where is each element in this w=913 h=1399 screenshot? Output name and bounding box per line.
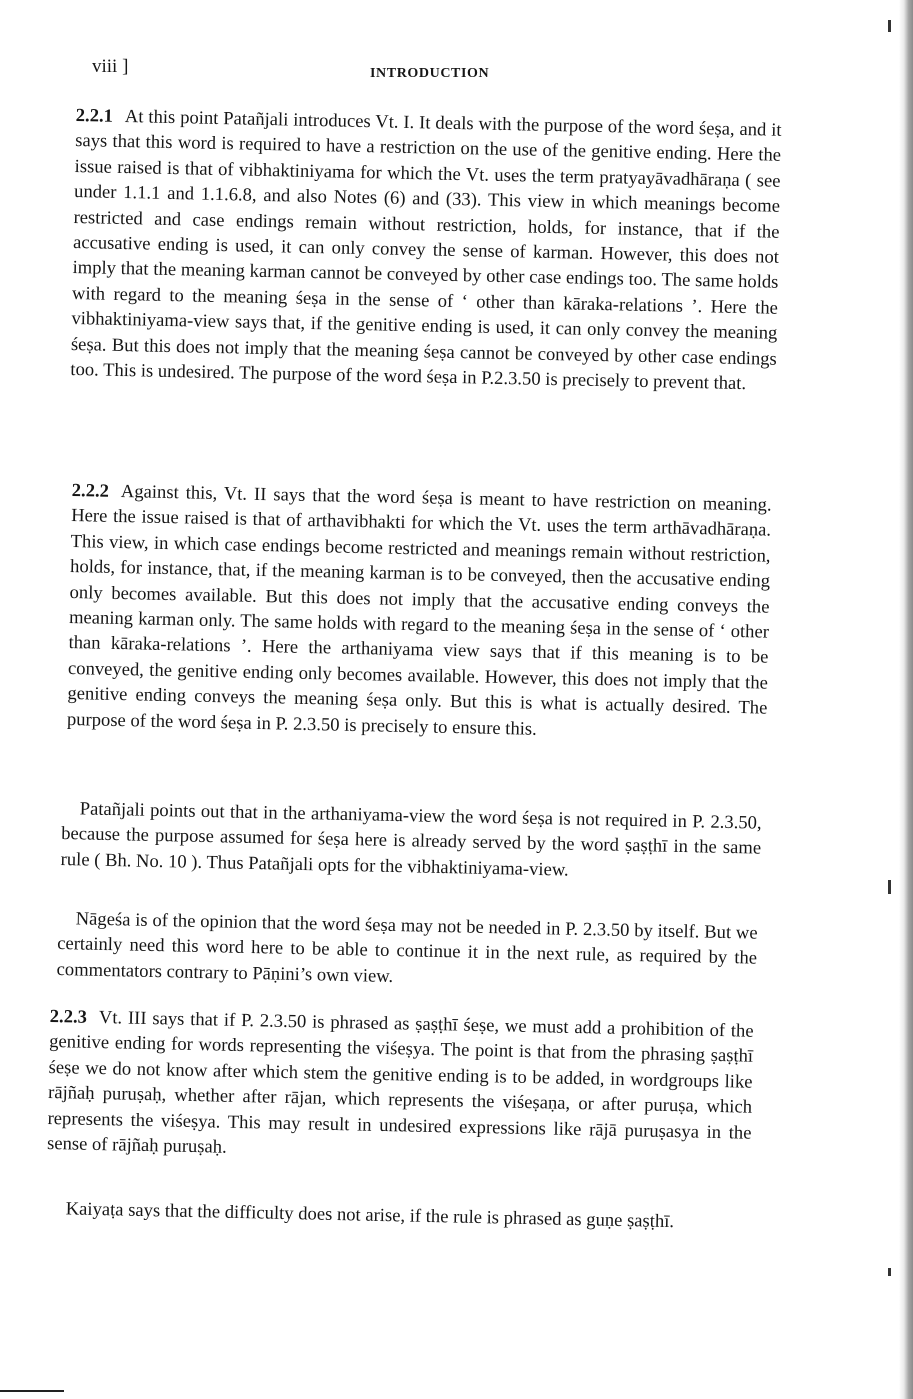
paragraph-kaiyata [47,1196,751,1236]
paragraph-nagesa [56,906,757,997]
paragraph-text: Against this, Vt. II says that the word śeṣa is meant to have restriction on meaning. Here the issue raised is that of arthavibhakti for which the Vt. uses the term arthāvadhāraṇa. This view, in which case endings become restricted and meanings remain without restriction, holds, for instance, that, if the meaning karman is to be conveyed, then the accusative ending only becomes available. But this does not imply that the accusative ending conveys the meaning karman only. The same holds with regard to the meaning śeṣa in the sense of ‘ other than kāraka-relations ’. Here the arthaniyama view says that if this meaning is to be conveyed, the genitive ending only becomes available. However, this does not imply that the genitive ending conveys the meaning śeṣa only. But this is what is actually desired. The purpose of the word śeṣa in P. 2.3.50 is precisely to ensure this. [66,481,772,740]
page-number: viii ] [92,56,129,77]
scan-speck [888,1268,891,1276]
section-number: 2.2.3 [49,1005,88,1028]
paragraph-text: Nāgeśa is of the opinion that the word śeṣa may not be needed in P. 2.3.50 by itself. But we certainly need this word here to be able to continue it in the next rule, as required by the commentators contrary to Pāṇini’s own view. [56,908,758,987]
paragraph-text: Patañjali points out that in the arthaniyama-view the word śeṣa is not required in P. 2.3.50, because the purpose assumed for śeṣa here is already served by the word ṣaṣṭhī in the same rule ( Bh. No. 10 ). Thus Patañjali opts for the vibhaktiniyama-view. [60,798,762,881]
scan-speck [888,880,891,894]
paragraph-text: Kaiyaṭa says that the difficulty does not arise, if the rule is phrased as guṇe ṣaṣṭhī. [65,1198,675,1233]
paragraph-2-2-1 [70,103,782,397]
paragraph-text: At this point Patañjali introduces Vt. I. It deals with the purpose of the word śeṣa, and it says that this word is required to have a restriction on the use of the genitive ending. Here the issue raised is that of vibhaktiniyama for which the Vt. uses the term pratyayāvadhāraṇa ( see under 1.1.1 and 1.1.6.8, and also Notes (6) and (33). This view in which meanings become restricted and case endings remain without restriction, holds, for instance, that if the accusative ending is used, it can only convey the sense of karman. However, this does not imply that the meaning karman cannot be conveyed by other case endings too. The same holds with regard to the meaning śeṣa in the sense of ‘ other than kāraka-relations ’. Here the vibhaktiniyama-view says that, if the genitive ending is used, it can only convey the meaning śeṣa. But this does not imply that the meaning śeṣa cannot be conveyed by other case endings too. This is undesired. The purpose of the word śeṣa in P.2.3.50 is precisely to prevent that. [70,106,782,395]
paragraph-2-2-3 [47,1004,754,1171]
bottom-rule [0,1390,64,1392]
paragraph-text: Vt. III says that if P. 2.3.50 is phrased as ṣaṣṭhī śeṣe, we must add a prohibition of the genitive ending for words representing the viśeṣya. The point is that from the phrasing ṣaṣṭhī śeṣe we do not know after which stem the genitive ending is to be added, in wordgroups like rājñaḥ puruṣaḥ, whether after rājan, which represents the viśeṣaṇa, or after puruṣa, which represents the viśeṣya. This may result in undesired expressions like rājā puruṣasya in the sense of rājñaḥ puruṣaḥ. [46,1007,754,1158]
scan-edge-shadow [899,0,913,1399]
scan-speck [888,20,891,32]
paragraph-patanjali [60,796,761,887]
section-number: 2.2.1 [75,104,114,127]
running-head: INTRODUCTION [370,66,490,81]
section-number: 2.2.2 [71,479,110,502]
paragraph-2-2-2 [67,478,772,747]
